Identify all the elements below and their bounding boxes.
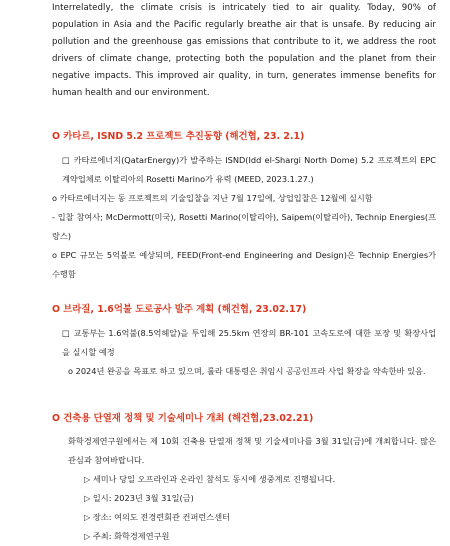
section-insulation-bullet-2: ▷ 일시: 2023년 3월 31일(금) <box>84 493 194 503</box>
intro-paragraph: Interrelatedly, the climate crisis is intricately tied to air quality. Today, 90% of population in Asia and the Pacific regularly breathe air that is unsafe. By reducing air pollution and the greenhouse gas emissions that contribute to it, we address the root drivers of climate change, protecting both the population and the planet from their negative impacts. This improved air quality, in turn, generates immense benefits for human health and our environment. <box>52 3 436 98</box>
section-brazil-para-2: o 2024년 완공을 목표로 하고 있으며, 룰라 대통령은 취임시 공공인프라 사업 확장을 약속한바 있음. <box>68 366 426 376</box>
section-insulation <box>52 412 436 546</box>
section-insulation-para-1: 화학경제연구원에서는 제 10회 건축용 단열재 정책 및 기술세미나를 3월 31일(금)에 개최합니다. 많은 관심과 참여바랍니다. <box>68 436 436 465</box>
section-qatar-heading: O 카타르, ISND 5.2 프로젝트 추진동향 (해건협, 23. 2.1) <box>52 131 305 142</box>
section-insulation-bullet-3: ▷ 장소: 여의도 전경련회관 컨퍼런스센터 <box>84 512 231 522</box>
section-qatar-para-2: o 카타르에너지는 동 프로젝트의 기술입찰을 지난 7월 17일에, 상업입찰은 12월에 실시함 <box>52 193 373 203</box>
section-insulation-bullet-4: ▷ 주최: 화학경제연구원 <box>84 531 170 541</box>
section-insulation-heading: O 건축용 단열재 정책 및 기술세미나 개최 (해건협,23.02.21) <box>52 413 314 424</box>
section-qatar-para-3: - 입찰 참여사; McDermott(미국), Rosetti Marino(이탈리아), Saipem(이탈리아), Technip Energies(프랑스) <box>52 212 436 241</box>
section-qatar <box>52 130 436 284</box>
section-brazil-para-1: □ 교통부는 1.6억불(8.5억헤알)을 투입해 25.5km 연장의 BR-101 고속도로에 대한 포장 및 확장사업을 실시할 예정 <box>62 328 436 357</box>
section-insulation-bullet-1: ▷ 세미나 당일 오프라인과 온라인 참석도 동시에 생중계로 진행됩니다. <box>84 474 336 484</box>
section-brazil <box>52 303 436 381</box>
section-brazil-heading: O 브라질, 1.6억불 도로공사 발주 계획 (해건협, 23.02.17) <box>52 304 307 315</box>
section-qatar-para-1: □ 카타르에너지(QatarEnergy)가 발주하는 ISND(Idd el-Shargi North Dome) 5.2 프로젝트의 EPC 계약업체로 이탈리아의 Rosetti Marino가 유력 (MEED, 2023.1.27.) <box>62 155 436 184</box>
section-qatar-para-4: o EPC 규모는 5억불로 예상되며, FEED(Front-end Engineering and Design)은 Technip Energies가 수행함 <box>52 250 436 279</box>
